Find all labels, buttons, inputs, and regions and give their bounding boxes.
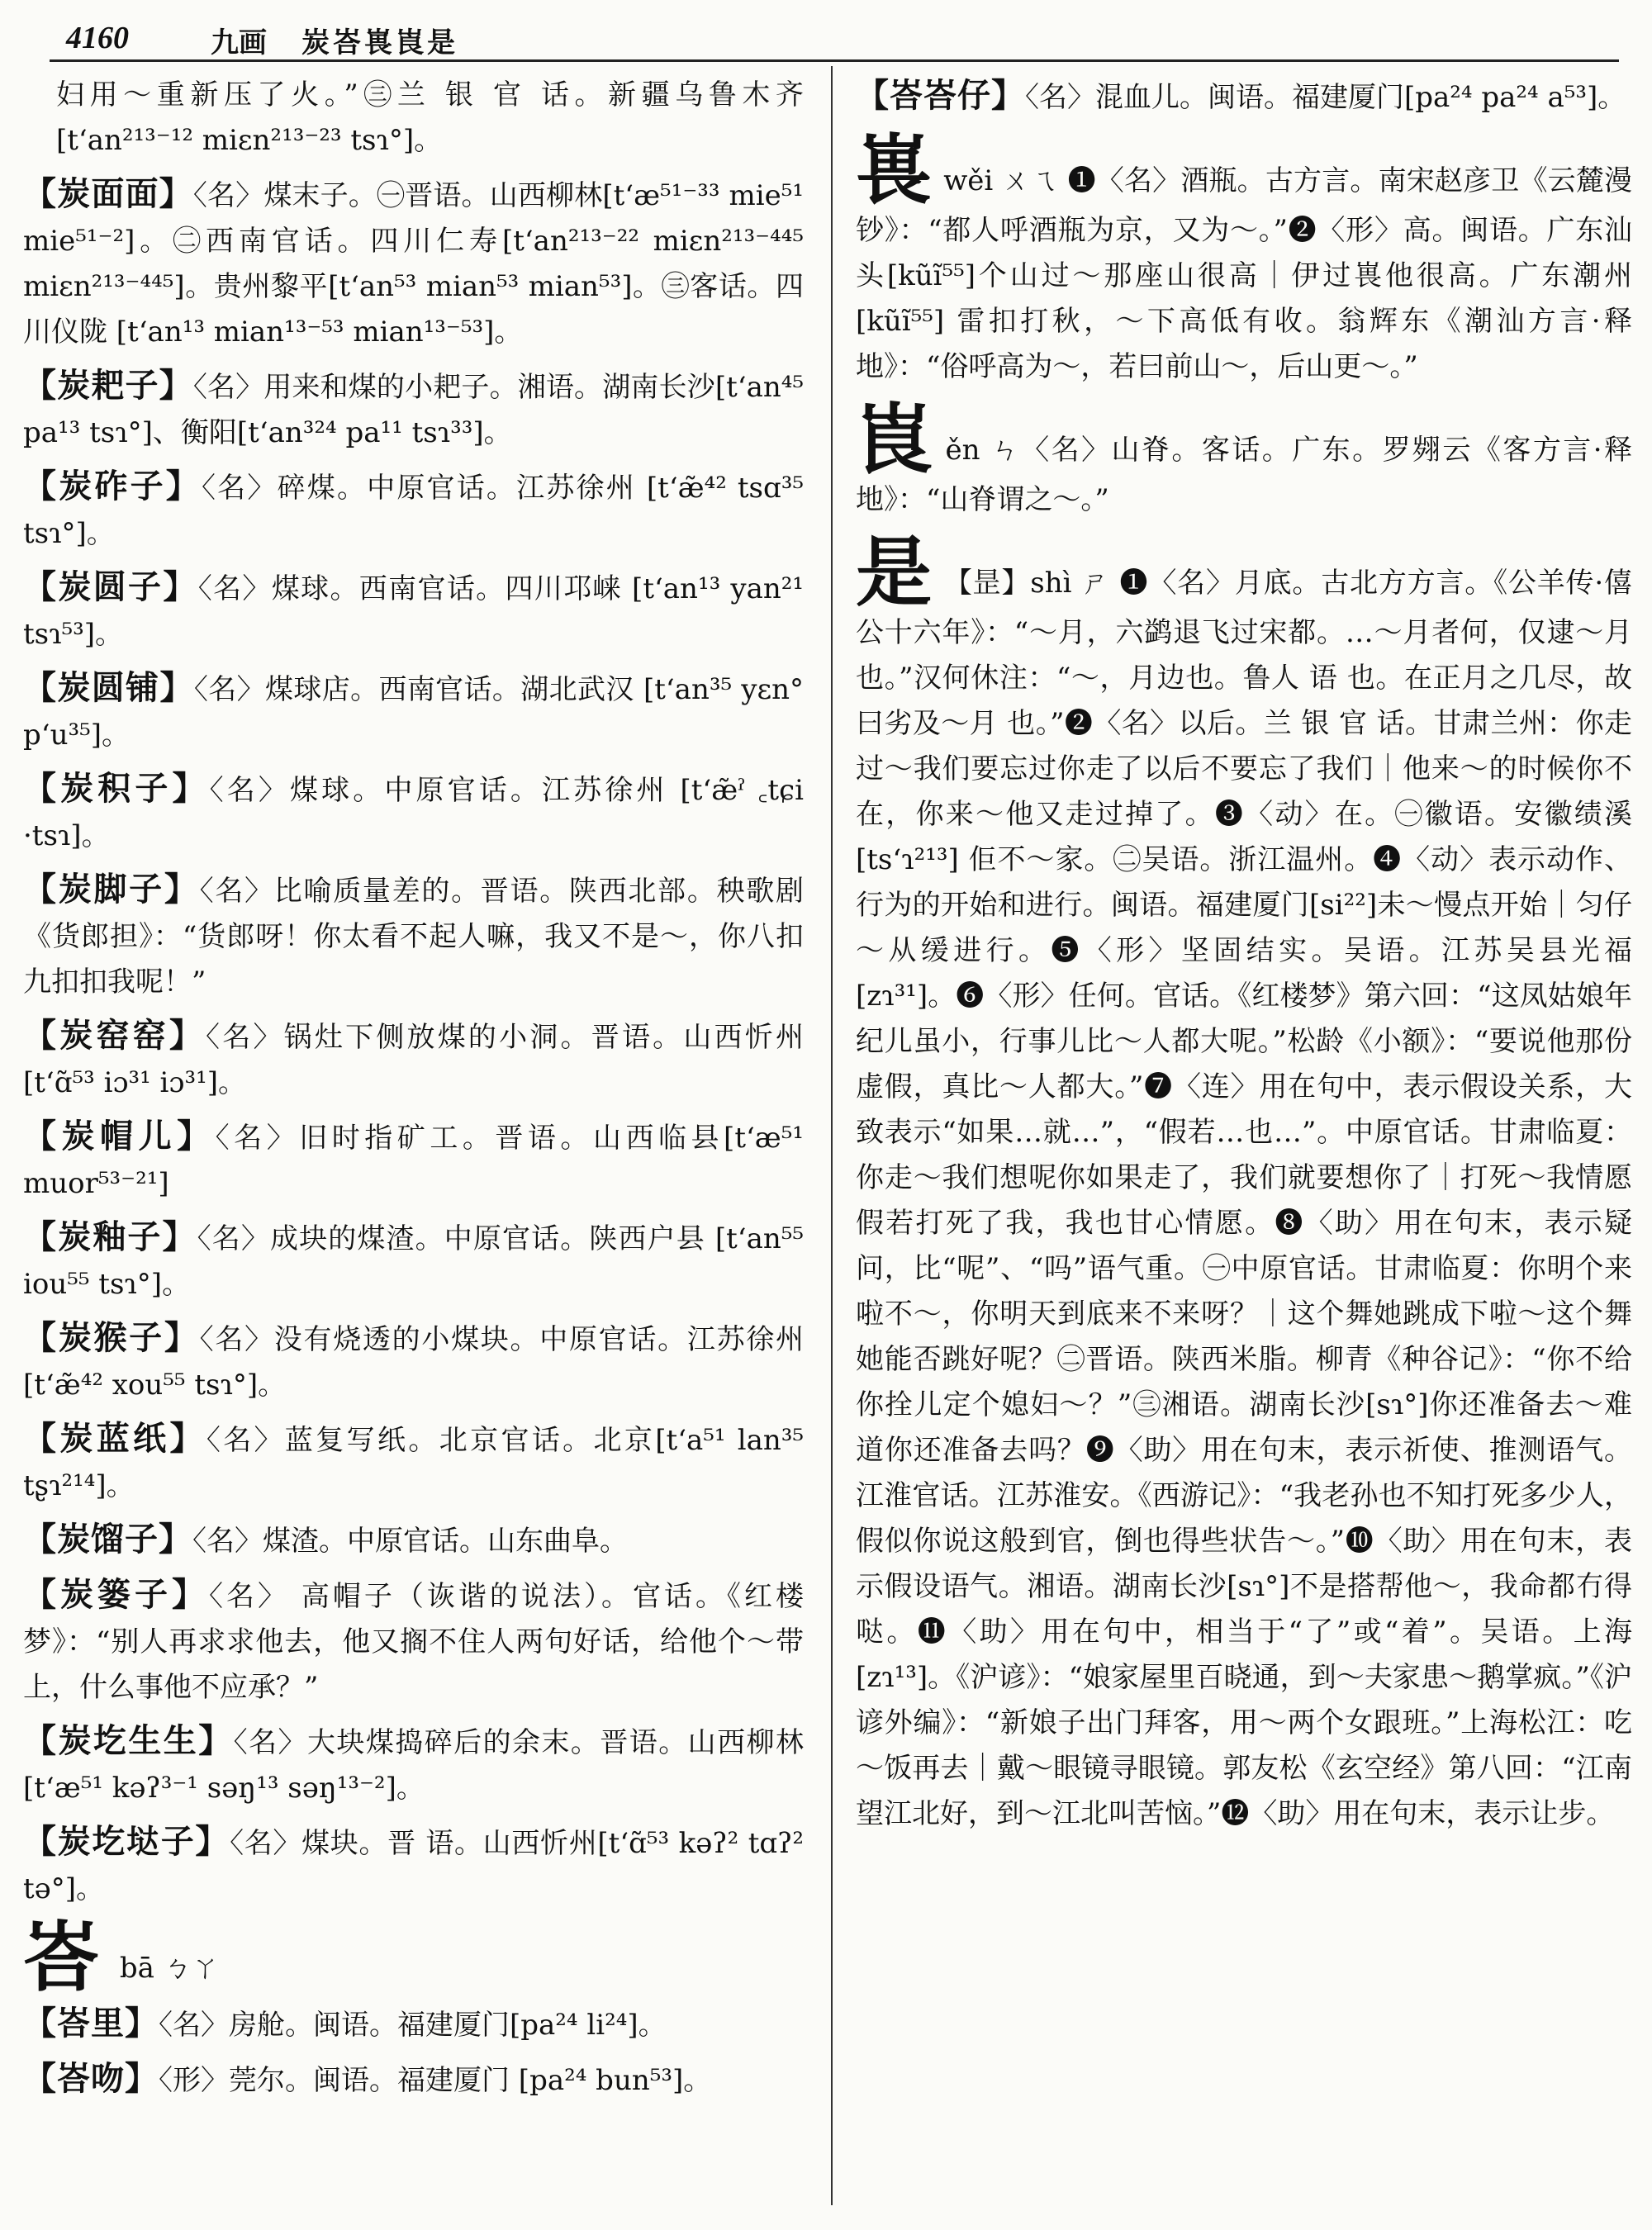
entry-headword: 【炭窑窑】 (23, 1016, 206, 1055)
head-character: 峇 (23, 1913, 100, 2002)
head-character-block-ba (23, 1913, 804, 2002)
head-definition: wěi ㄨㄟ ❶〈名〉酒瓶。古方言。南宋赵彦卫《云麓漫钞》：“都人呼酒瓶为京，又为～。”❷〈形〉高。闽语。广东汕头[kũĩ⁵⁵]个山过～那座山很高｜伊过嵔他很高。广东潮州 [kũĩ⁵⁵] 雷扣打秋，～下高低有收。翁辉东《潮汕方言·释地》：“俗呼高为～，若曰前山～，后山更～。” (856, 164, 1632, 383)
entry-definition: 〈名〉成块的煤渣。中原官话。陕西户县 [t‘an⁵⁵ iou⁵⁵ tsɿ°]。 (23, 1222, 804, 1301)
dictionary-entry (856, 73, 1632, 121)
entry-headword: 【炭猴子】 (23, 1318, 200, 1357)
entry-headword: 【炭圆铺】 (23, 668, 194, 707)
entry-definition: 〈名〉没有烧透的小煤块。中原官话。江苏徐州[t‘æ̃⁴² xou⁵⁵ tsɿ°]。 (23, 1323, 805, 1402)
head-reading: bā ㄅㄚ (119, 1952, 220, 1985)
entry-headword: 【炭篓子】 (23, 1575, 210, 1614)
head-definition: 【昰】shì ㄕ ❶〈名〉月底。古北方方言。《公羊传·僖公十六年》：“～月，六鹢退飞过宋都。…～月者何，仅逮～月也。”汉何休注：“～，月边也。鲁人 语 也。在正月之几尽，故曰劣及～月 也。”❷〈名〉以后。兰 银 官 话。甘肃兰州：你走过～我们要忘过你走了以后不要忘了我们｜他来～的时候你不在，你来～他又走过掉了。❸〈动〉在。㊀徽语。安徽绩溪 [ts‘ɿ²¹³] 佢不～家。㊁吴语。浙江温州。❹〈动〉表示动作、行为的开始和进行。闽语。福建厦门[si²²]未～慢点开始｜匀仔～从缓进行。❺〈形〉坚固结实。吴语。江苏吴县光福 [zɿ³¹]。❻〈形〉任何。官话。《红楼梦》第六回：“这凤姑娘年纪儿虽小，行事儿比～人都大呢。”松龄《小额》：“要说他那份虚假，真比～人都大。”❼〈连〉用在句中，表示假设关系，大致表示“如果…就…”，“假若…也…”。中原官话。甘肃临夏：你走～我们想呢你如果走了，我们就要想你了｜打死～我情愿假若打死了我，我也甘心情愿。❽〈助〉用在句末，表示疑问，比“呢”、“吗”语气重。㊀中原官话。甘肃临夏：你明个来啦不～，你明天到底来不来呀？｜这个舞她跳成下啦～这个舞她能否跳好呢？㊁晋语。陕西米脂。柳青《种谷记》：“你不给你拴儿定个媳妇～？”㊂湘语。湖南长沙[sɿ°]你还准备去～难道你还准备去吗？❾〈助〉用在句末，表示祈使、推测语气。江淮官话。江苏淮安。《西游记》：“我老孙也不知打死多少人，假似你说这般到官，倒也得些状告～。”❿〈助〉用在句末，表示假设语气。湘语。湖南长沙[sɿ°]不是搭帮他～，我命都冇得哒。⓫〈助〉用在句中，相当于“了”或“着”。吴语。上海[zɿ¹³]。《沪谚》：“娘家屋里百晓通，到～夫家患～鹅掌疯。”《沪谚外编》：“新娘子出门拜客，用～两个女跟班。”上海松江：吃～饭再去｜戴～眼镜寻眼镜。郭友松《玄空经》第八回：“江南望江北好，到～江北叫苦恼。”⓬〈助〉用在句末，表示让步。 (856, 567, 1632, 1830)
dictionary-entry (23, 1013, 804, 1106)
entry-headword: 【炭馏子】 (23, 1520, 192, 1559)
page-header (66, 15, 1619, 64)
column-divider (831, 66, 833, 2205)
entry-definition: 〈名〉用来和煤的小耙子。湘语。湖南长沙[t‘an⁴⁵ pa¹³ tsɿ°]、衡阳[t‘an³²⁴ pa¹¹ tsɿ³³]。 (23, 371, 805, 449)
entry-definition: 〈名〉煤块。晋 语。山西忻州[t‘ɑ̃⁵³ kəʔ² tɑʔ² tə°]。 (23, 1827, 804, 1905)
continued-entry: 妇用～重新压了火。”㊂兰 银 官 话。新疆乌鲁木齐[t‘an²¹³⁻¹² miɛn²¹³⁻²³ tsɿ°]。 (56, 78, 804, 157)
dictionary-entry (23, 564, 804, 657)
entry-headword: 【炭积子】 (23, 769, 210, 808)
head-character: 崀 (856, 395, 934, 484)
dictionary-entry (23, 171, 804, 355)
dictionary-entry (23, 1113, 804, 1207)
entry-definition: 〈名〉比喻质量差的。晋语。陕西北部。秧歌剧《货郎担》：“货郎呀！你太看不起人嘛，我又不是～，你八扣九扣扣我呢！” (23, 875, 805, 999)
header-characters: 炭峇嵔崀是 (301, 26, 458, 59)
entry-headword: 【炭圪垯子】 (23, 1822, 230, 1861)
dictionary-entry (23, 1718, 804, 1811)
dictionary-entry (23, 866, 804, 1005)
entry-headword: 【炭面面】 (23, 174, 193, 213)
entry-headword: 【炭帽儿】 (23, 1117, 216, 1155)
dictionary-entry (23, 1516, 804, 1564)
dictionary-entry (23, 1416, 804, 1509)
head-character-block-wei (856, 126, 1632, 390)
entry-headword: 【峇峇仔】 (856, 76, 1025, 115)
entry-definition: 〈名〉煤球店。西南官话。湖北武汉 [t‘an³⁵ yɛn° p‘u³⁵]。 (23, 673, 805, 752)
entry-headword: 【炭圪生生】 (23, 1721, 234, 1760)
head-character: 是 (856, 528, 933, 617)
page-number: 4160 (66, 21, 129, 55)
entry-definition: 〈名〉煤渣。中原官话。山东曲阜。 (192, 1525, 628, 1558)
head-character-block-en (856, 395, 1632, 523)
head-character: 嵔 (856, 126, 933, 215)
entry-definition: 〈名〉 高帽子（诙谐的说法）。官话。《红楼梦》：“别人再求求他去，他又搁不住人两句好话，给他个～带上，什么事他不应承？” (23, 1580, 805, 1704)
dictionary-entry (23, 1819, 804, 1912)
left-column (23, 73, 804, 2111)
dictionary-entry (23, 766, 804, 859)
entry-definition: 〈名〉蓝复写纸。北京官话。北京[t‘a⁵¹ lan³⁵ tʂɿ²¹⁴]。 (23, 1424, 805, 1502)
entry-headword: 【炭蓝纸】 (23, 1419, 206, 1458)
head-character-block-shi (856, 528, 1632, 1837)
dictionary-entry (23, 363, 804, 456)
head-definition: ěn ㄣ〈名〉山脊。客话。广东。罗翙云《客方言·释地》：“山脊谓之～。” (856, 434, 1632, 516)
right-column (856, 73, 1632, 1845)
entry-headword: 【炭脚子】 (23, 870, 200, 909)
left-entry-list (23, 171, 804, 1912)
entry-headword: 【炭圆子】 (23, 567, 198, 606)
stroke-section: 九画 (211, 26, 267, 59)
entry-definition: 〈名〉旧时指矿工。晋语。山西临县[t‘æ⁵¹ muor⁵³⁻²¹] (23, 1122, 805, 1200)
entry-definition: 〈名〉大块煤捣碎后的余末。晋语。山西柳林[t‘æ⁵¹ kəʔ³⁻¹ səŋ¹³ səŋ¹³⁻²]。 (23, 1726, 804, 1805)
dictionary-entry (23, 665, 804, 758)
entry-headword: 【炭釉子】 (23, 1217, 197, 1256)
dictionary-entry (23, 2000, 804, 2048)
entry-headword: 【峇吻】 (23, 2059, 159, 2098)
entry-definition: 〈名〉煤末子。㊀晋语。山西柳林[t‘æ⁵¹⁻³³ mie⁵¹ mie⁵¹⁻²]。㊁西南官话。四川仁寿[t‘an²¹³⁻²² miɛn²¹³⁻⁴⁴⁵ miɛn²¹³⁻⁴⁴⁵]。贵州黎平[t‘an⁵³ mian⁵³ mian⁵³]。㊂客话。四川仪陇 [t‘an¹³ mian¹³⁻⁵³ mian¹³⁻⁵³]。 (23, 179, 804, 349)
dictionary-entry (23, 1214, 804, 1307)
entry-definition: 〈名〉碎煤。中原官话。江苏徐州 [t‘æ̃⁴² tsɑ³⁵ tsɿ°]。 (23, 472, 805, 550)
dictionary-entry (23, 1315, 804, 1408)
entry-definition: 〈名〉煤球。中原官话。江苏徐州 [t‘æ̃ˀ ꜀tɕi ·tsɿ]。 (23, 774, 804, 852)
left-entry-list-2 (23, 2000, 804, 2104)
entry-definition: 〈名〉锅灶下侧放煤的小洞。晋语。山西忻州[t‘ɑ̃⁵³ iɔ³¹ iɔ³¹]。 (23, 1021, 805, 1099)
dictionary-entry (23, 2056, 804, 2104)
entry-headword: 【炭耙子】 (23, 366, 193, 405)
entry-definition: 〈名〉混血儿。闽语。福建厦门[pa²⁴ pa²⁴ a⁵³]。 (1025, 81, 1626, 114)
entry-definition: 〈形〉莞尔。闽语。福建厦门 [pa²⁴ bun⁵³]。 (159, 2064, 712, 2097)
dictionary-entry (23, 1572, 804, 1710)
entry-definition: 〈名〉煤球。西南官话。四川邛崃 [t‘an¹³ yan²¹ tsɿ⁵³]。 (23, 572, 805, 651)
dictionary-entry (23, 463, 804, 557)
entry-headword: 【炭砟子】 (23, 467, 202, 505)
entry-definition: 〈名〉房舱。闽语。福建厦门[pa²⁴ li²⁴]。 (159, 2009, 667, 2042)
entry-headword: 【峇里】 (23, 2004, 159, 2043)
header-rule (50, 59, 1619, 62)
